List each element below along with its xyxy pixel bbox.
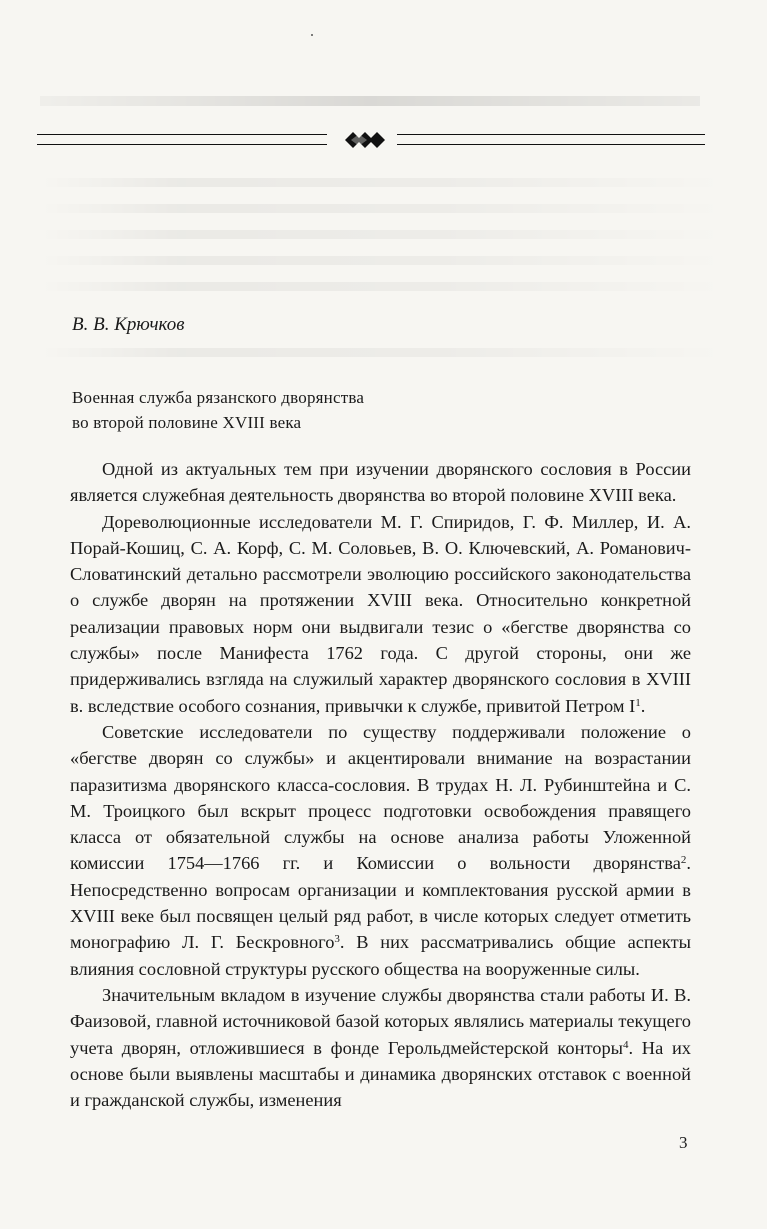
title-line: во второй половине XVIII века — [72, 413, 302, 432]
ornament-icon — [337, 128, 393, 152]
footnote-ref: 1 — [635, 696, 641, 709]
footnote-ref: 2 — [680, 854, 687, 867]
paragraph: Советские исследователи по существу поддерживали положение о «бегстве дворян со службы» и акцентировали внимание на возрастании паразитизма дворянского класса-сословия. В трудах Н. Л. Рубинштейна и С. М. Троицкого был вскрыт процесс подготовки освобождения правящего класса от обязательной службы на основе анализа работы Уложенной комиссии 1754—1766 гг. и Комиссии о вольности дворянства$^2$. Непосредственно вопросам организации и комплектования русской армии в XVIII веке был посвящен целый ряд работ, в числе которых следует отметить монографию Л. Г. Бескровного$^3$. В них рассматривались общие аспекты влияния сословной структуры русского общества на вооруженные силы. — [70, 721, 691, 979]
footnote-ref: 4 — [623, 1038, 629, 1051]
footnote-ref: 3 — [334, 933, 340, 946]
paragraph: Одной из актуальных тем при изучении дворянского сословия в России является служебная деятельность дворянства во второй половине XVIII века. — [70, 459, 691, 506]
article-title — [72, 385, 692, 435]
scan-artifact — [40, 96, 700, 106]
article-body — [70, 456, 691, 1113]
ornamental-divider — [37, 128, 705, 154]
paragraph: Дореволюционные исследователи М. Г. Спиридов, Г. Ф. Миллер, И. А. Порай-Кошиц, С. А. Корф, С. М. Соловьев, В. О. Ключевский, А. Романович-Словатинский детально рассмотрели эволюцию российского законодательства о службе дворян на протяжении XVIII века. Относительно конкретной реализации правовых норм они выдвигали тезис о «бегстве дворянства со службы» после Манифеста 1762 года. С другой стороны, они же придерживались взгляда на служилый характер дворянского сословия в XVIII в. вследствие особого сознания, привычки к службе, привитой Петром $I^1$. — [70, 511, 691, 716]
author-name: В. В. Крючков — [72, 314, 185, 335]
paragraph: Значительным вкладом в изучение службы дворянства стали работы И. В. Фаизовой, главной источниковой базой которых являлись материалы текущего учета дворян, отложившиеся в фонде Герольдмейстерской конторы$^4$. На их основе были выявлены масштабы и динамика дворянских отставок с военной и гражданской службы, изменения — [70, 984, 691, 1111]
page-number: 3 — [679, 1133, 688, 1152]
scan-speck — [311, 34, 313, 36]
title-line: Военная служба рязанского дворянства — [72, 388, 365, 407]
